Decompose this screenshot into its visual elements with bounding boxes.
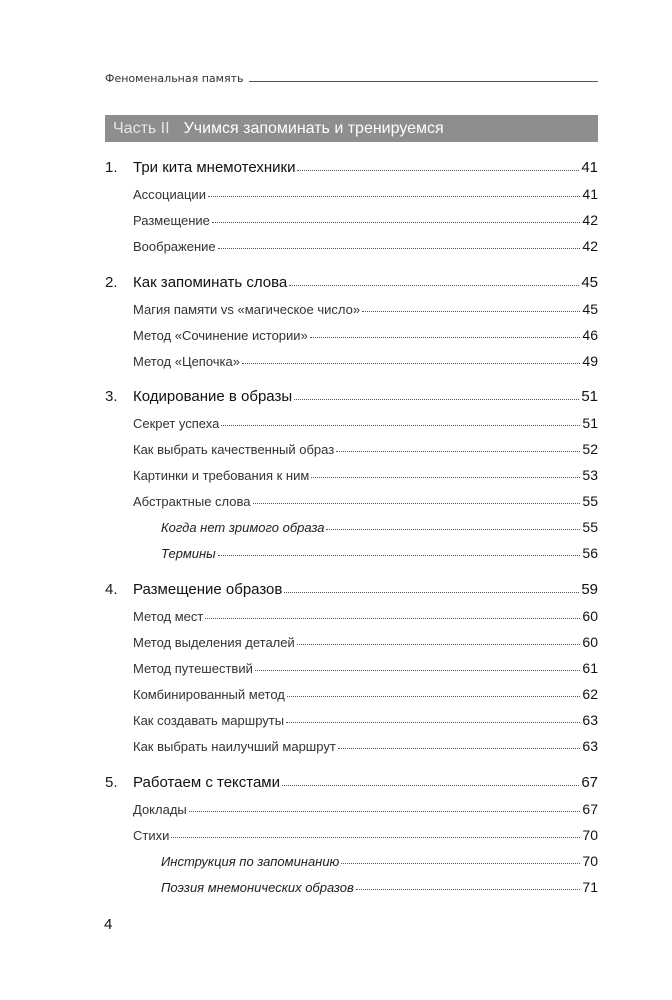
toc-entry-title: Инструкция по запоминанию xyxy=(161,854,340,869)
toc-leader-dots xyxy=(294,399,579,400)
toc-page-number: 41 xyxy=(581,159,598,176)
toc-entry-title: Работаем с текстами xyxy=(133,774,280,791)
toc-page-number: 42 xyxy=(582,238,598,254)
toc-page-number: 41 xyxy=(582,186,598,202)
toc-entry-title: Ассоциации xyxy=(133,187,206,202)
toc-entry-title: Как создавать маршруты xyxy=(133,713,285,728)
toc-page-number: 60 xyxy=(582,608,598,624)
toc-chapter xyxy=(105,269,598,291)
toc-entry-title: Размещение образов xyxy=(133,581,283,598)
toc-leader-dots xyxy=(311,477,580,478)
toc-leader-dots xyxy=(189,811,581,812)
toc-section xyxy=(105,821,598,843)
toc-page-number: 56 xyxy=(582,545,598,561)
toc-leader-dots xyxy=(289,285,579,286)
toc-leader-dots xyxy=(362,311,580,312)
toc-page-number: 46 xyxy=(582,327,598,343)
toc-subsection xyxy=(105,873,598,895)
running-head-rule xyxy=(249,81,598,82)
part-header xyxy=(105,115,598,142)
toc-leader-dots xyxy=(338,748,581,749)
toc-leader-dots xyxy=(326,529,580,530)
toc-chapter xyxy=(105,154,598,176)
toc-section xyxy=(105,321,598,343)
toc-section xyxy=(105,487,598,509)
toc-section xyxy=(105,435,598,457)
toc-section xyxy=(105,409,598,431)
toc-entry-title: Метод выделения деталей xyxy=(133,635,295,650)
toc-chapter-number: 5. xyxy=(105,774,118,791)
toc-chapter xyxy=(105,383,598,405)
running-head-title: Феноменальная память xyxy=(105,72,244,85)
part-label: Часть II xyxy=(113,119,170,137)
toc-leader-dots xyxy=(255,670,581,671)
toc-section xyxy=(105,706,598,728)
toc-leader-dots xyxy=(208,196,580,197)
toc-page-number: 71 xyxy=(582,879,598,895)
toc-subsection xyxy=(105,539,598,561)
toc-entry-title: Как выбрать наилучший маршрут xyxy=(133,739,336,754)
toc-page-number: 53 xyxy=(582,467,598,483)
toc-page-number: 49 xyxy=(582,353,598,369)
toc-chapter xyxy=(105,576,598,598)
toc-page-number: 70 xyxy=(582,853,598,869)
toc-page-number: 55 xyxy=(582,493,598,509)
toc-entry-title: Доклады xyxy=(133,802,187,817)
toc-section xyxy=(105,180,598,202)
toc-section xyxy=(105,347,598,369)
toc-leader-dots xyxy=(253,503,581,504)
toc-entry-title: Размещение xyxy=(133,213,210,228)
toc-section xyxy=(105,295,598,317)
toc-page-number: 67 xyxy=(581,774,598,791)
toc-leader-dots xyxy=(297,170,579,171)
toc-section xyxy=(105,795,598,817)
toc-chapter-number: 3. xyxy=(105,388,118,405)
toc-section xyxy=(105,602,598,624)
toc-section xyxy=(105,732,598,754)
toc-chapter xyxy=(105,769,598,791)
toc-leader-dots xyxy=(242,363,580,364)
toc-entry-title: Когда нет зримого образа xyxy=(161,520,325,535)
toc-entry-title: Абстрактные слова xyxy=(133,494,251,509)
toc-subsection xyxy=(105,513,598,535)
toc-leader-dots xyxy=(336,451,580,452)
toc-entry-title: Стихи xyxy=(133,828,170,843)
toc-leader-dots xyxy=(341,863,580,864)
toc-entry-title: Термины xyxy=(161,546,216,561)
part-title: Учимся запоминать и тренируемся xyxy=(183,119,444,137)
toc-page-number: 42 xyxy=(582,212,598,228)
toc-chapter-number: 4. xyxy=(105,581,118,598)
toc-entry-title: Метод мест xyxy=(133,609,204,624)
toc-section xyxy=(105,628,598,650)
toc-entry-title: Комбинированный метод xyxy=(133,687,285,702)
running-head xyxy=(105,72,598,85)
toc-section xyxy=(105,206,598,228)
toc-page-number: 63 xyxy=(582,738,598,754)
toc-entry-title: Как выбрать качественный образ xyxy=(133,442,335,457)
toc-entry-title: Картинки и требования к ним xyxy=(133,468,310,483)
toc-entry-title: Кодирование в образы xyxy=(133,388,293,405)
toc-leader-dots xyxy=(218,248,581,249)
toc-leader-dots xyxy=(218,555,581,556)
toc-page-number: 51 xyxy=(581,388,598,405)
toc-entry-title: Секрет успеха xyxy=(133,416,220,431)
toc-section xyxy=(105,680,598,702)
toc-leader-dots xyxy=(284,592,579,593)
page-number: 4 xyxy=(104,916,113,933)
toc-leader-dots xyxy=(205,618,580,619)
toc-entry-title: Метод путешествий xyxy=(133,661,253,676)
toc-section xyxy=(105,232,598,254)
toc-chapter-number: 1. xyxy=(105,159,118,176)
toc-subsection xyxy=(105,847,598,869)
toc-page-number: 45 xyxy=(581,274,598,291)
toc-leader-dots xyxy=(282,785,579,786)
toc-leader-dots xyxy=(286,722,580,723)
toc-page-number: 61 xyxy=(582,660,598,676)
toc-leader-dots xyxy=(310,337,581,338)
toc-page-number: 52 xyxy=(582,441,598,457)
toc-page-number: 55 xyxy=(582,519,598,535)
toc-page-number: 62 xyxy=(582,686,598,702)
toc-page-number: 63 xyxy=(582,712,598,728)
toc-leader-dots xyxy=(356,889,581,890)
toc-page-number: 51 xyxy=(582,415,598,431)
toc-entry-title: Как запоминать слова xyxy=(133,274,288,291)
toc-leader-dots xyxy=(171,837,580,838)
toc-chapter-number: 2. xyxy=(105,274,118,291)
toc-leader-dots xyxy=(287,696,581,697)
toc-entry-title: Воображение xyxy=(133,239,216,254)
toc-page-number: 70 xyxy=(582,827,598,843)
toc-page-number: 60 xyxy=(582,634,598,650)
toc-leader-dots xyxy=(221,425,580,426)
toc-entry-title: Метод «Цепочка» xyxy=(133,354,240,369)
toc-entry-title: Три кита мнемотехники xyxy=(133,159,296,176)
toc-entry-title: Магия памяти vs «магическое число» xyxy=(133,302,361,317)
toc-section xyxy=(105,461,598,483)
toc-page-number: 45 xyxy=(582,301,598,317)
toc-section xyxy=(105,654,598,676)
toc-page-number: 59 xyxy=(581,581,598,598)
toc-page-number: 67 xyxy=(582,801,598,817)
toc-leader-dots xyxy=(212,222,581,223)
toc-entry-title: Поэзия мнемонических образов xyxy=(161,880,354,895)
toc-leader-dots xyxy=(297,644,581,645)
toc-entry-title: Метод «Сочинение истории» xyxy=(133,328,308,343)
